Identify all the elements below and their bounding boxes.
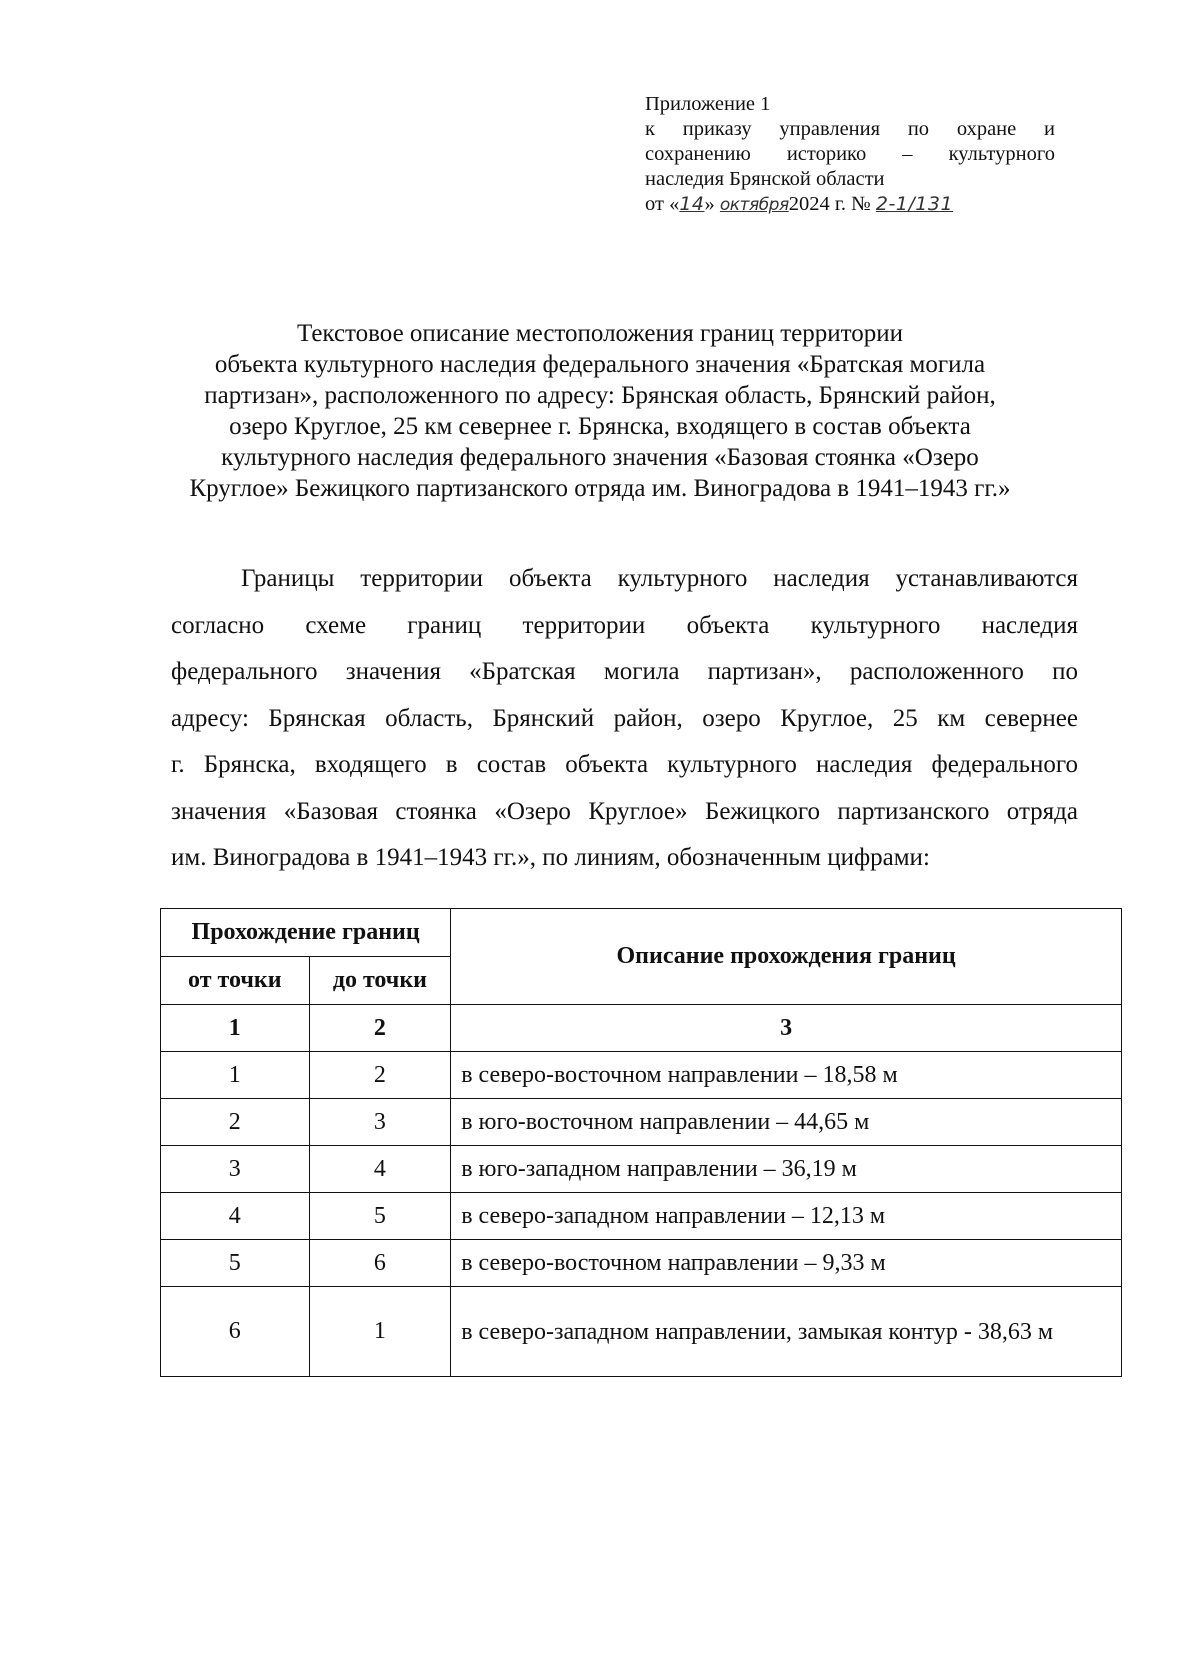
table-row	[161, 1052, 1122, 1099]
header-description: Описание прохождения границ	[451, 909, 1122, 1005]
column-number-row	[161, 1005, 1122, 1052]
date-prefix: от «	[645, 193, 680, 215]
table-row	[161, 1099, 1122, 1146]
to-point: 2	[309, 1052, 451, 1099]
from-point: 1	[161, 1052, 310, 1099]
header-boundary-passage: Прохождение границ	[161, 909, 451, 957]
order-number: 2-1/131	[875, 193, 954, 215]
paragraph-line: адресу: Брянская область, Брянский район, озеро Круглое, 25 км севернее	[171, 704, 1078, 732]
title-line: озеро Круглое, 25 км севернее г. Брянска, входящего в состав объекта	[229, 413, 971, 440]
title-line: культурного наследия федерального значения «Базовая стоянка «Озеро	[221, 444, 979, 471]
from-point: 5	[161, 1240, 310, 1287]
boundary-description: в юго-восточном направлении – 44,65 м	[451, 1099, 1122, 1146]
from-point: 2	[161, 1099, 310, 1146]
appendix-order-ref: к приказу управления по охране и	[645, 118, 1055, 140]
appendix-block	[645, 92, 1055, 218]
date-year: 2024 г. №	[788, 193, 871, 215]
paragraph-line: значения «Базовая стоянка «Озеро Круглое» Бежицкого партизанского отряда	[171, 797, 1078, 825]
table-row	[161, 1146, 1122, 1193]
column-number: 2	[309, 1005, 451, 1052]
header-to-point: до точки	[309, 957, 451, 1005]
date-month: октября	[719, 195, 789, 215]
boundary-description: в юго-западном направлении – 36,19 м	[451, 1146, 1122, 1193]
from-point: 3	[161, 1146, 310, 1193]
from-point: 6	[161, 1287, 310, 1377]
to-point: 3	[309, 1099, 451, 1146]
boundary-description: в северо-восточном направлении – 18,58 м	[451, 1052, 1122, 1099]
paragraph-line: федерального значения «Братская могила партизан», расположенного по	[171, 658, 1078, 685]
appendix-region: наследия Брянской области	[645, 168, 885, 190]
paragraph-line: Границы территории объекта культурного наследия устанавливаются	[241, 565, 1078, 592]
appendix-date-line	[645, 192, 1055, 218]
table-row	[161, 1240, 1122, 1287]
table-header-row	[161, 909, 1122, 957]
table-row	[161, 1287, 1122, 1377]
paragraph-line: им. Виноградова в 1941–1943 гг.», по линиям, обозначенным цифрами:	[171, 844, 930, 871]
boundary-description: в северо-западном направлении, замыкая контур - 38,63 м	[451, 1287, 1122, 1377]
paragraph-line: г. Брянска, входящего в состав объекта культурного наследия федерального	[171, 751, 1078, 778]
to-point: 1	[309, 1287, 451, 1377]
paragraph-line: согласно схеме границ территории объекта культурного наследия	[171, 611, 1078, 639]
appendix-heritage-ref: сохранению историко – культурного	[645, 143, 1055, 165]
boundaries-table	[160, 908, 1122, 1377]
title-line: Круглое» Бежицкого партизанского отряда им. Виноградова в 1941–1943 гг.»	[189, 475, 1011, 502]
boundary-description: в северо-восточном направлении – 9,33 м	[451, 1240, 1122, 1287]
to-point: 5	[309, 1193, 451, 1240]
body-paragraph	[171, 556, 1078, 882]
title-line: объекта культурного наследия федерального значения «Братская могила	[214, 351, 986, 378]
header-from-point: от точки	[161, 957, 310, 1005]
column-number: 1	[161, 1005, 310, 1052]
to-point: 4	[309, 1146, 451, 1193]
table-row	[161, 1193, 1122, 1240]
boundary-description: в северо-западном направлении – 12,13 м	[451, 1193, 1122, 1240]
date-separator: »	[704, 193, 715, 215]
title-line: Текстовое описание местоположения границ территории	[297, 320, 903, 347]
document-title	[150, 318, 1050, 504]
column-number: 3	[451, 1005, 1122, 1052]
title-line: партизан», расположенного по адресу: Брянская область, Брянский район,	[204, 382, 996, 409]
from-point: 4	[161, 1193, 310, 1240]
date-day: 14	[679, 193, 705, 215]
appendix-title: Приложение 1	[645, 93, 771, 115]
to-point: 6	[309, 1240, 451, 1287]
